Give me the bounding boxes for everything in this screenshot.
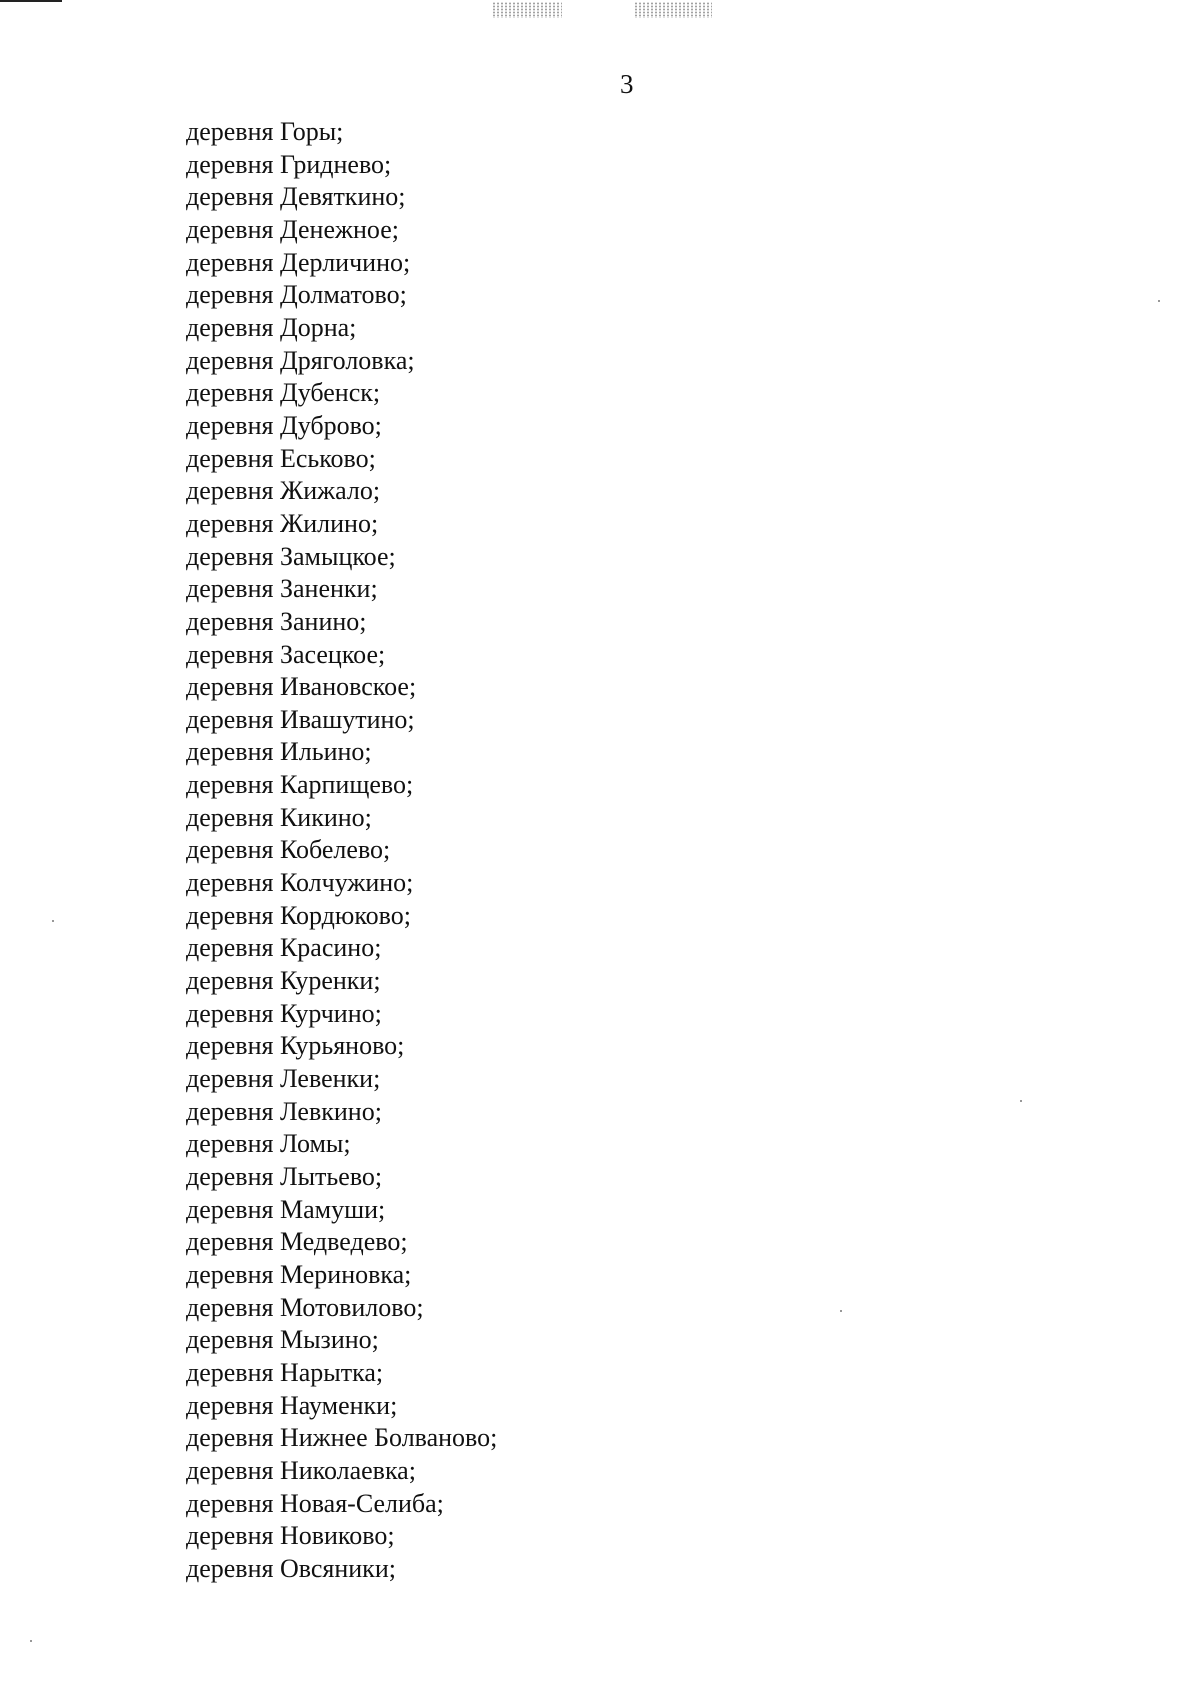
village-list-item: деревня Левенки; [186, 1064, 381, 1094]
village-list-item: деревня Мызино; [186, 1325, 379, 1355]
village-list-item: деревня Ивановское; [186, 672, 417, 702]
village-list-item: деревня Куренки; [186, 966, 381, 996]
village-list-item: деревня Жилино; [186, 508, 379, 538]
village-list-item: деревня Дуброво; [186, 410, 382, 440]
scan-speck [840, 1310, 842, 1312]
village-list-item: деревня Кобелево; [186, 835, 391, 865]
village-list-item: деревня Кордюково; [186, 900, 411, 930]
village-list-item: деревня Левкино; [186, 1096, 382, 1126]
village-list-item: деревня Курчино; [186, 998, 382, 1028]
village-list-item: деревня Денежное; [186, 214, 399, 244]
scan-speck [1158, 300, 1160, 302]
village-list-item: деревня Кикино; [186, 802, 372, 832]
village-list-item: деревня Овсяники; [186, 1553, 396, 1583]
scan-speck [52, 920, 54, 922]
village-list-item: деревня Лытьево; [186, 1162, 383, 1191]
village-list-item: деревня Николаевка; [186, 1455, 416, 1485]
scan-speck [30, 1640, 32, 1642]
scan-corner-line [0, 0, 62, 2]
village-list-item: деревня Дряголовка; [186, 345, 415, 375]
village-list-item: деревня Медведево; [186, 1227, 408, 1257]
village-list-item: деревня Долматово; [186, 280, 407, 310]
village-list-item: деревня Замыцкое; [186, 541, 396, 571]
village-list-item: деревня Новая-Селиба; [186, 1488, 444, 1518]
village-list-item: деревня Гриднево; [186, 149, 392, 179]
village-list-item: деревня Жижало; [186, 476, 381, 506]
village-list-item: деревня Девяткино; [186, 182, 406, 212]
village-list-item: деревня Новиково; [186, 1521, 395, 1551]
village-list-item: деревня Заненки; [186, 574, 378, 604]
village-list-item: деревня Дерличино; [186, 247, 411, 277]
village-list-item: деревня Нижнее Болваново; [186, 1423, 498, 1453]
scan-artifact-right [634, 2, 712, 18]
village-list [186, 116, 497, 1586]
village-list-item: деревня Еськово; [186, 443, 376, 473]
scan-speck [1020, 1100, 1022, 1102]
village-list-item: деревня Мамуши; [186, 1194, 386, 1224]
village-list-item: деревня Ильино; [186, 737, 372, 767]
village-list-item: деревня Ломы; [186, 1129, 351, 1159]
village-list-item: деревня Колчужино; [186, 868, 414, 898]
scan-artifact-left [492, 2, 562, 18]
village-list-item: деревня Мотовилово; [186, 1292, 424, 1322]
village-list-item: деревня Дорна; [186, 312, 357, 342]
page-number: 3 [620, 69, 634, 99]
village-list-item: деревня Занино; [186, 606, 367, 636]
village-list-item: деревня Ивашутино; [186, 704, 415, 734]
village-list-item: деревня Курьяново; [186, 1031, 405, 1061]
village-list-item: деревня Красино; [186, 933, 382, 963]
village-list-item: деревня Дубенск; [186, 378, 381, 408]
village-list-item: деревня Засецкое; [186, 639, 386, 669]
village-list-item: деревня Нарытка; [186, 1357, 384, 1387]
village-list-item: деревня Горы; [186, 117, 344, 146]
village-list-item: деревня Мериновка; [186, 1259, 412, 1289]
village-list-item: деревня Карпищево; [186, 770, 414, 800]
village-list-item: деревня Науменки; [186, 1390, 398, 1420]
